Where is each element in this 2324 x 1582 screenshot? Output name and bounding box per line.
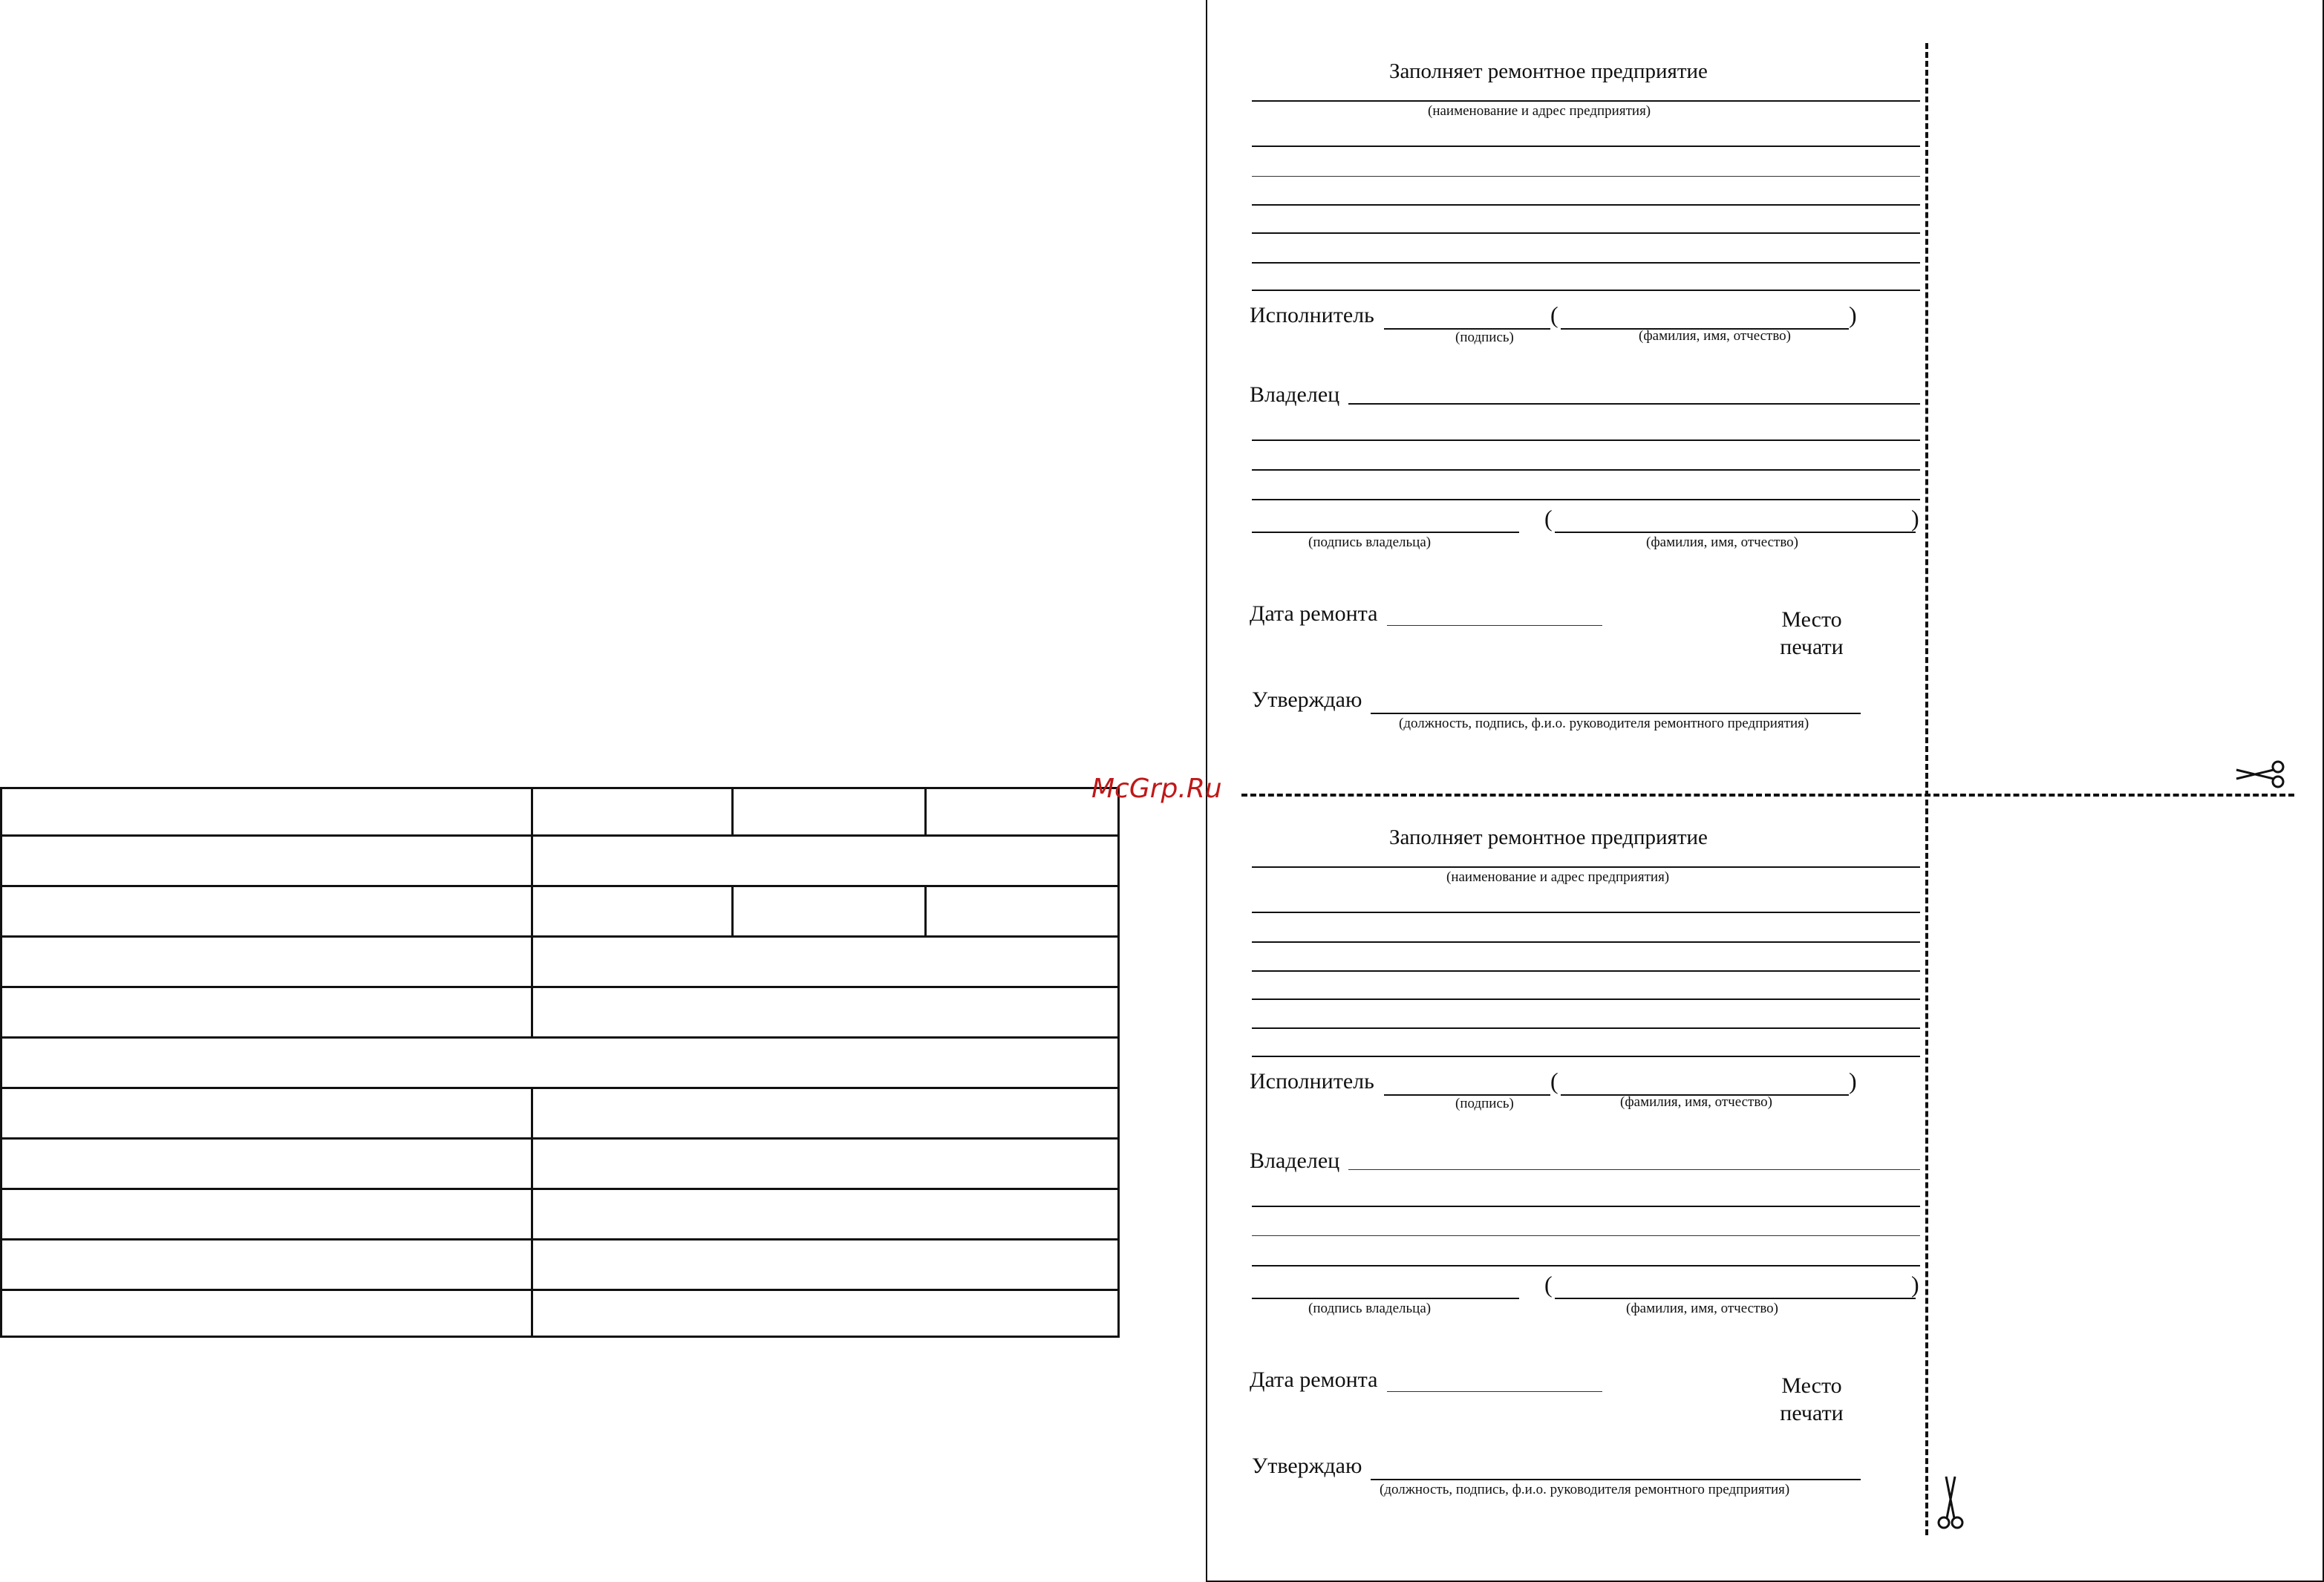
table-cell: [533, 1089, 1117, 1140]
coupon-title: Заполняет ремонтное предприятие: [1389, 59, 1708, 83]
fill-line[interactable]: [1252, 1235, 1920, 1236]
org-caption: (наименование и адрес предприятия): [1428, 103, 1651, 119]
table-cell: [2, 988, 533, 1039]
stamp-line1: Место: [1781, 607, 1842, 632]
fill-line[interactable]: [1252, 146, 1920, 147]
owner-label: Владелец: [1250, 1148, 1340, 1173]
fill-line[interactable]: [1252, 941, 1920, 943]
stamp-place: [1767, 606, 1856, 661]
owner-signature-line[interactable]: [1252, 532, 1519, 533]
stamp-line1: Место: [1781, 1373, 1842, 1398]
fill-line[interactable]: [1252, 204, 1920, 206]
table-cell: [2, 1089, 533, 1140]
table-cell: [533, 887, 734, 938]
paren-open: (: [1550, 301, 1558, 328]
repair-date-line[interactable]: [1387, 625, 1602, 626]
left-blank-table: [0, 787, 1120, 1338]
fill-line[interactable]: [1252, 912, 1920, 913]
repair-date-label: Дата ремонта: [1250, 601, 1378, 626]
org-line[interactable]: [1252, 100, 1920, 102]
fio-caption: (фамилия, имя, отчество): [1639, 328, 1792, 344]
vertical-cut-line: [1925, 43, 1928, 1535]
owner-line[interactable]: [1348, 1169, 1920, 1170]
table-cell: [927, 789, 1117, 837]
table-cell: [2, 837, 533, 887]
table-cell: [2, 887, 533, 938]
signature-caption: (подпись): [1455, 1096, 1514, 1111]
table-cell: [2, 938, 533, 988]
repair-date-line[interactable]: [1387, 1391, 1602, 1392]
owner-fio-caption: (фамилия, имя, отчество): [1646, 535, 1799, 550]
approve-label: Утверждаю: [1252, 1454, 1362, 1478]
paren-close: ): [1849, 301, 1857, 328]
fill-line[interactable]: [1252, 1056, 1920, 1057]
table-cell: [533, 1291, 1117, 1336]
coupon-page: [1206, 0, 2324, 1582]
table-cell: [2, 1039, 1117, 1089]
signature-caption: (подпись): [1455, 330, 1514, 345]
executor-label: Исполнитель: [1250, 303, 1374, 327]
table-cell: [734, 887, 927, 938]
fio-caption: (фамилия, имя, отчество): [1620, 1094, 1773, 1110]
table-cell: [2, 1140, 533, 1190]
org-line[interactable]: [1252, 866, 1920, 868]
table-cell: [533, 837, 1117, 887]
paren-open: (: [1544, 505, 1553, 532]
owner-fio-line[interactable]: [1555, 532, 1916, 533]
fill-line[interactable]: [1252, 290, 1920, 291]
fill-line[interactable]: [1252, 970, 1920, 972]
approve-line[interactable]: [1371, 1479, 1861, 1480]
owner-signature-caption: (подпись владельца): [1308, 1301, 1432, 1316]
horizontal-cut-line: [1241, 794, 2294, 797]
table-cell: [533, 1140, 1117, 1190]
fill-line[interactable]: [1252, 469, 1920, 471]
paren-close: ): [1911, 505, 1919, 532]
approve-label: Утверждаю: [1252, 687, 1362, 712]
table-cell: [927, 887, 1117, 938]
owner-signature-line[interactable]: [1252, 1298, 1519, 1299]
owner-line[interactable]: [1348, 403, 1920, 405]
stamp-line2: печати: [1780, 635, 1844, 659]
owner-label: Владелец: [1250, 382, 1340, 407]
approve-caption: (должность, подпись, ф.и.о. руководителя ремонтного предприятия): [1399, 716, 1809, 731]
fill-line[interactable]: [1252, 998, 1920, 1000]
executor-label: Исполнитель: [1250, 1069, 1374, 1094]
table-cell: [2, 1241, 533, 1291]
fill-line[interactable]: [1252, 262, 1920, 264]
fill-line[interactable]: [1252, 232, 1920, 234]
stamp-line2: печати: [1780, 1401, 1844, 1425]
scissors-icon: [2233, 759, 2290, 789]
fill-line[interactable]: [1252, 439, 1920, 441]
table-cell: [2, 1291, 533, 1336]
table-cell: [533, 988, 1117, 1039]
approve-caption: (должность, подпись, ф.и.о. руководителя ремонтного предприятия): [1380, 1482, 1790, 1497]
table-cell: [533, 789, 734, 837]
watermark: McGrp.Ru: [1091, 774, 1222, 804]
paren-open: (: [1544, 1271, 1553, 1298]
table-cell: [734, 789, 927, 837]
paren-close: ): [1849, 1068, 1857, 1094]
table-cell: [533, 1190, 1117, 1241]
fill-line[interactable]: [1252, 176, 1920, 177]
owner-fio-line[interactable]: [1555, 1298, 1916, 1299]
owner-fio-caption: (фамилия, имя, отчество): [1626, 1301, 1779, 1316]
paren-close: ): [1911, 1271, 1919, 1298]
approve-line[interactable]: [1371, 713, 1861, 714]
fill-line[interactable]: [1252, 499, 1920, 500]
fill-line[interactable]: [1252, 1027, 1920, 1029]
org-caption: (наименование и адрес предприятия): [1446, 869, 1670, 885]
table-cell: [533, 938, 1117, 988]
table-cell: [2, 789, 533, 837]
table-cell: [533, 1241, 1117, 1291]
stamp-place: [1767, 1372, 1856, 1427]
fill-line[interactable]: [1252, 1206, 1920, 1207]
owner-signature-caption: (подпись владельца): [1308, 535, 1432, 550]
table-cell: [2, 1190, 533, 1241]
coupon-title: Заполняет ремонтное предприятие: [1389, 826, 1708, 849]
repair-date-label: Дата ремонта: [1250, 1367, 1378, 1392]
scissors-icon: [1936, 1474, 1965, 1533]
fill-line[interactable]: [1252, 1265, 1920, 1266]
paren-open: (: [1550, 1068, 1558, 1094]
